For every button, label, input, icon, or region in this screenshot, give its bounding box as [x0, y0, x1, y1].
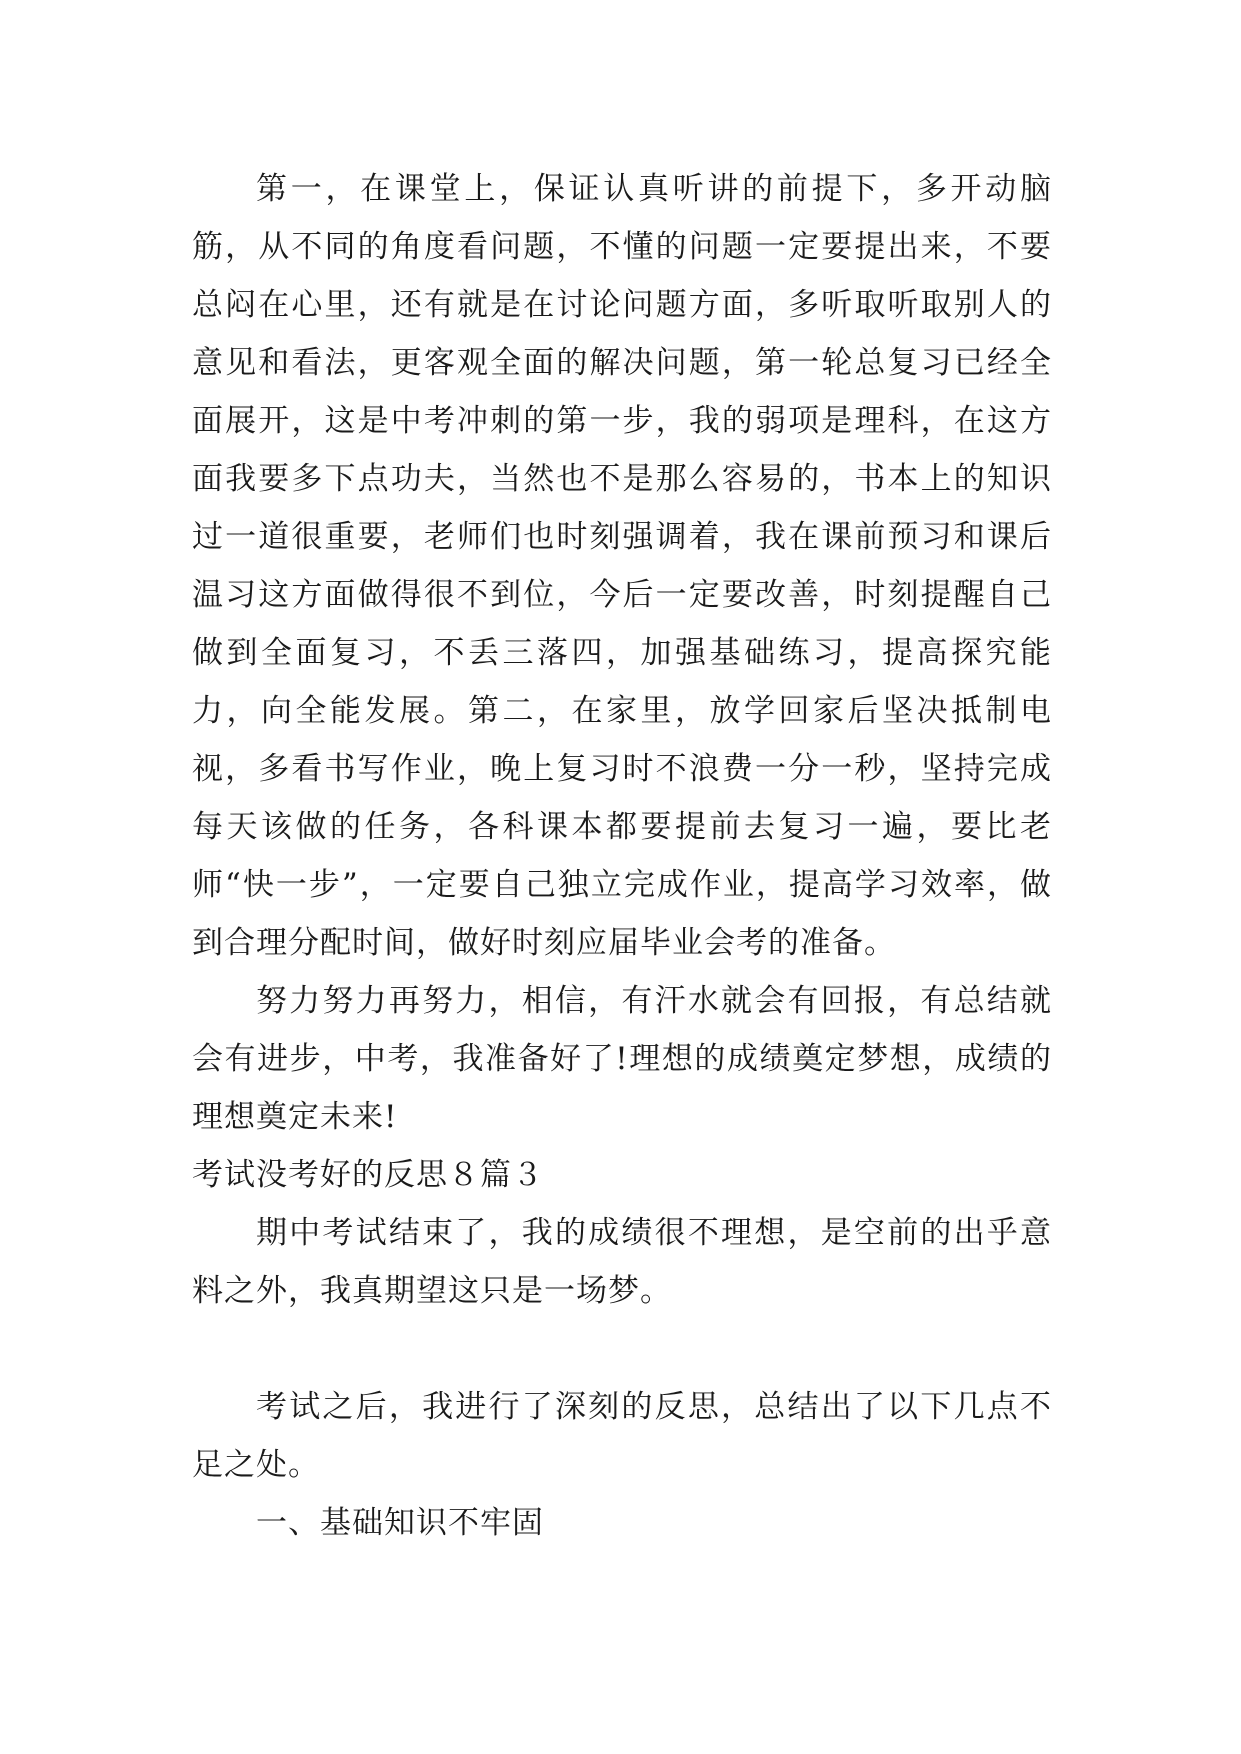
paragraph-study-plan: 第一，在课堂上，保证认真听讲的前提下，多开动脑筋，从不同的角度看问题，不懂的问题一定要提出来，不要总闷在心里，还有就是在讨论问题方面，多听取听取别人的意见和看法，更客观全面的解决问题，第一轮总复习已经全面展开，这是中考冲刺的第一步，我的弱项是理科，在这方面我要多下点功夫，当然也不是那么容易的，书本上的知识过一道很重要，老师们也时刻强调着，我在课前预习和课后温习这方面做得很不到位，今后一定要改善，时刻提醒自己做到全面复习，不丢三落四，加强基础练习，提高探究能力，向全能发展。第二，在家里，放学回家后坚决抵制电视，多看书写作业，晚上复习时不浪费一分一秒，坚持完成每天该做的任务，各科课本都要提前去复习一遍，要比老师“快一步”，一定要自己独立完成作业，提高学习效率，做到合理分配时间，做好时刻应届毕业会考的准备。	[192, 171, 1052, 961]
paragraph-reflection: 考试之后，我进行了深刻的反思，总结出了以下几点不足之处。	[192, 1389, 1052, 1483]
paragraph-point-one: 一、基础知识不牢固	[256, 1505, 544, 1541]
paragraph-encouragement: 努力努力再努力，相信，有汗水就会有回报，有总结就会有进步，中考，我准备好了!理想的成绩奠定梦想，成绩的理想奠定未来!	[192, 983, 1052, 1135]
blank-line	[192, 1320, 1052, 1378]
section-title: 考试没考好的反思８篇３	[192, 1157, 544, 1193]
paragraph-exam-result: 期中考试结束了，我的成绩很不理想，是空前的出乎意料之外，我真期望这只是一场梦。	[192, 1215, 1052, 1309]
document-body	[192, 160, 1052, 1552]
